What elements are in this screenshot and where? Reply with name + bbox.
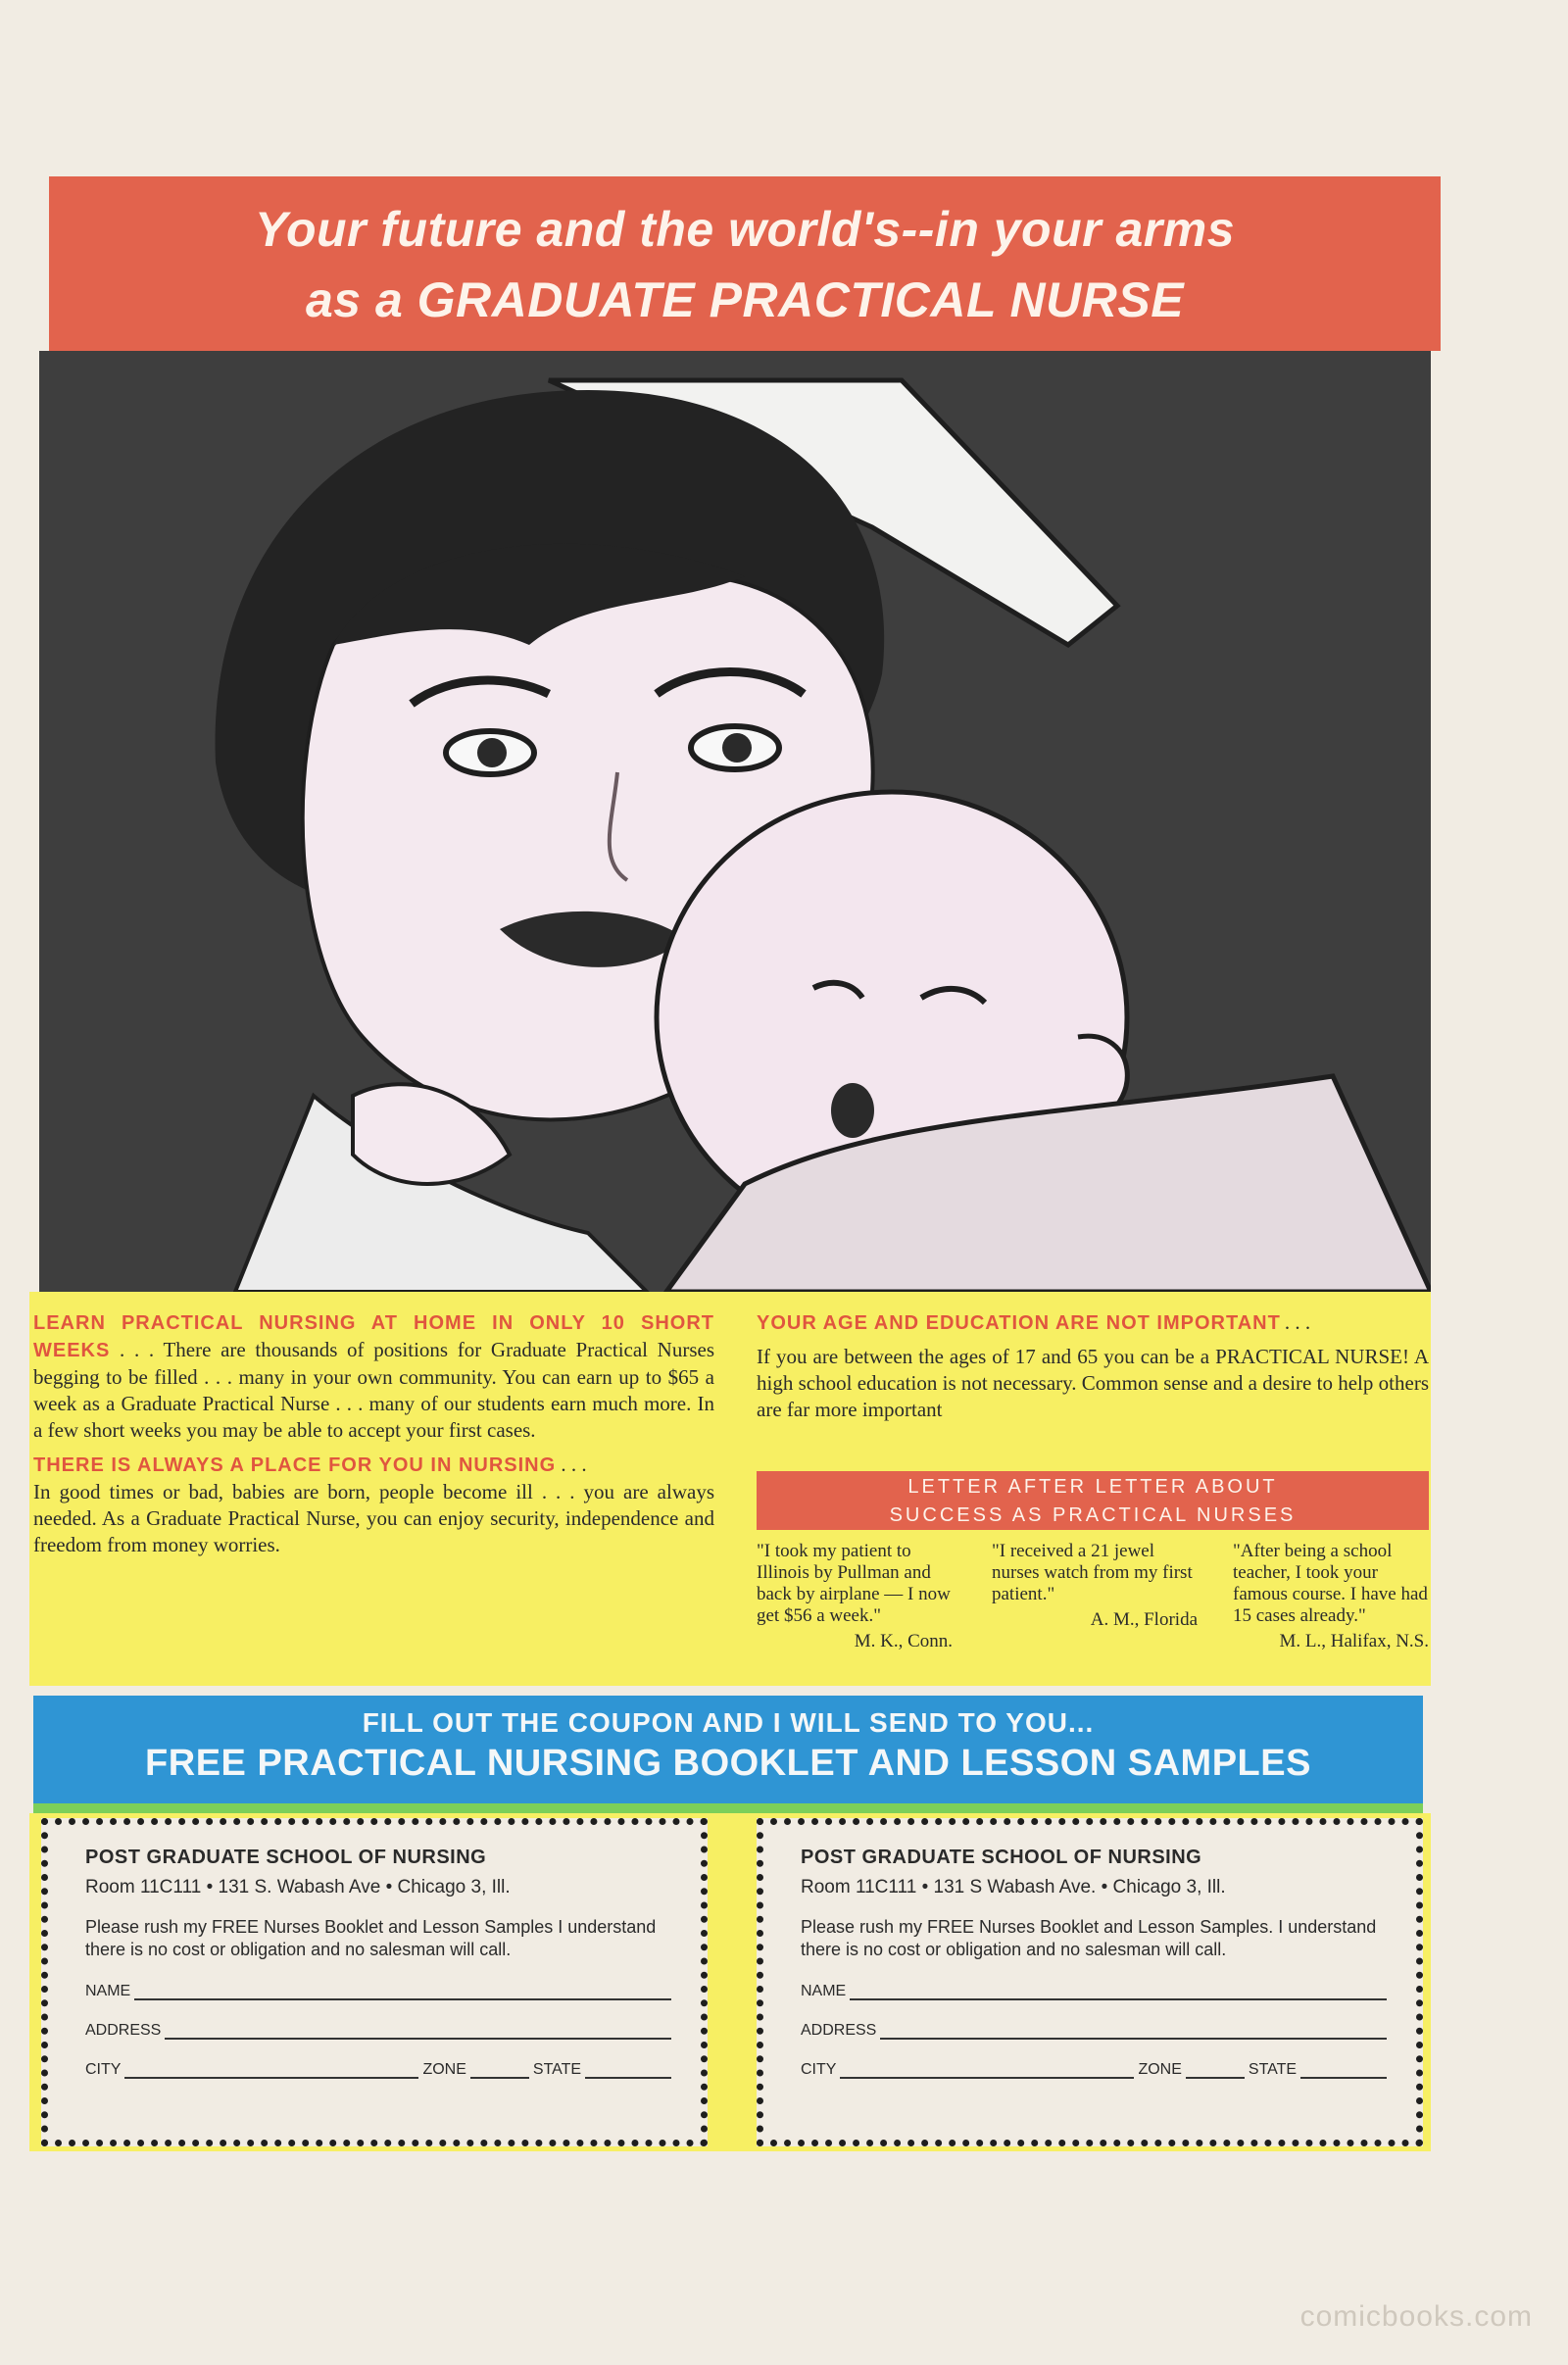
headline-line-2: as a GRADUATE PRACTICAL NURSE [305,272,1185,327]
coupon-right [757,1818,1423,2146]
name-field[interactable]: NAME [801,1981,1387,2000]
address-field[interactable]: ADDRESS [85,2020,671,2040]
testimonial-1: "I took my patient to Illinois by Pullman and back by airplane — I now get $56 a week." M. K., Conn. [757,1541,953,1651]
site-watermark: comicbooks.com [1299,2300,1533,2333]
testimonial-signature: M. L., Halifax, N.S. [1279,1631,1429,1651]
coupon-message: Please rush my FREE Nurses Booklet and Lesson Samples. I understand there is no cost or obligation and no salesman will call. [801,1917,1377,1959]
letters-banner: LETTER AFTER LETTER ABOUT SUCCESS AS PRACTICAL NURSES [757,1471,1429,1530]
heading-age-education: YOUR AGE AND EDUCATION ARE NOT IMPORTANT [757,1312,1281,1334]
right-body: If you are between the ages of 17 and 65 you can be a PRACTICAL NURSE! A high school education is not necessary. Common sense and a desire to help others are far more important [757,1345,1429,1421]
left-paragraph-2: THERE IS ALWAYS A PLACE FOR YOU IN NURSING . . . In good times or bad, babies are born, people become ill . . . you are always needed. As a Graduate Practical Nurse, you can enjoy security, independence and freedom from money worries. [33,1453,714,1556]
headline-line-1: Your future and the world's--in your arms [254,202,1236,257]
right-heading-row: YOUR AGE AND EDUCATION ARE NOT IMPORTANT . . . [757,1310,1311,1334]
left-paragraph-1: LEARN PRACTICAL NURSING AT HOME IN ONLY 10 SHORT WEEKS . . . There are thousands of positions for Graduate Practical Nurses begging to be filled . . . many in your own community. You can earn up to $65 a week as a Graduate Practical Nurse . . . many of our students earn much more. In a few short weeks you may be able to accept your first cases. [33,1312,715,1442]
testimonial-signature: A. M., Florida [1090,1609,1198,1630]
coupon-school-name: POST GRADUATE SCHOOL OF NURSING [85,1847,487,1868]
testimonial-2: "I received a 21 jewel nurses watch from my first patient." A. M., Florida [992,1541,1198,1630]
headline-banner [49,176,1441,351]
testimonial-signature: M. K., Conn. [854,1631,953,1651]
nurse-illustration-svg [39,351,1431,1292]
city-zone-state-field[interactable]: CITY ZONE STATE [801,2059,1387,2079]
coupon-address: Room 11C111 • 131 S Wabash Ave. • Chicago 3, Ill. [801,1877,1226,1897]
left-column [33,1309,714,1558]
right-column [757,1309,1429,1423]
free-booklet-banner: FILL OUT THE COUPON AND I WILL SEND TO YOU... FREE PRACTICAL NURSING BOOKLET AND LESSON SAMPLES [33,1696,1423,1803]
coupon-address: Room 11C111 • 131 S. Wabash Ave • Chicago 3, Ill. [85,1877,511,1897]
heading-learn-at-home: LEARN PRACTICAL NURSING AT HOME IN ONLY 10 SHORT WEEKS [33,1312,714,1361]
nurse-and-baby-illustration [39,351,1431,1292]
coupon-message: Please rush my FREE Nurses Booklet and Lesson Samples I understand there is no cost or obligation and no salesman will call. [85,1917,657,1959]
name-field[interactable]: NAME [85,1981,671,2000]
city-zone-state-field[interactable]: CITY ZONE STATE [85,2059,671,2079]
left-body-2: In good times or bad, babies are born, people become ill . . . you are always needed. As a Graduate Practical Nurse, you can enjoy security, independence and freedom from money worries. [33,1480,714,1556]
left-body-1: There are thousands of positions for Graduate Practical Nurses begging to be filled . . . many in your own community. You can earn up to $65 a week as a Graduate Practical Nurse . . . many of our students earn much more. In a few short weeks you may be able to accept your first cases. [33,1338,715,1442]
green-strip [33,1803,1423,1813]
address-field[interactable]: ADDRESS [801,2020,1387,2040]
coupon-left [41,1818,708,2146]
heading-always-a-place: THERE IS ALWAYS A PLACE FOR YOU IN NURSING [33,1454,557,1476]
testimonial-3: "After being a school teacher, I took your famous course. I have had 15 cases already." M. L., Halifax, N.S. [1233,1541,1429,1651]
coupon-school-name: POST GRADUATE SCHOOL OF NURSING [801,1847,1202,1868]
